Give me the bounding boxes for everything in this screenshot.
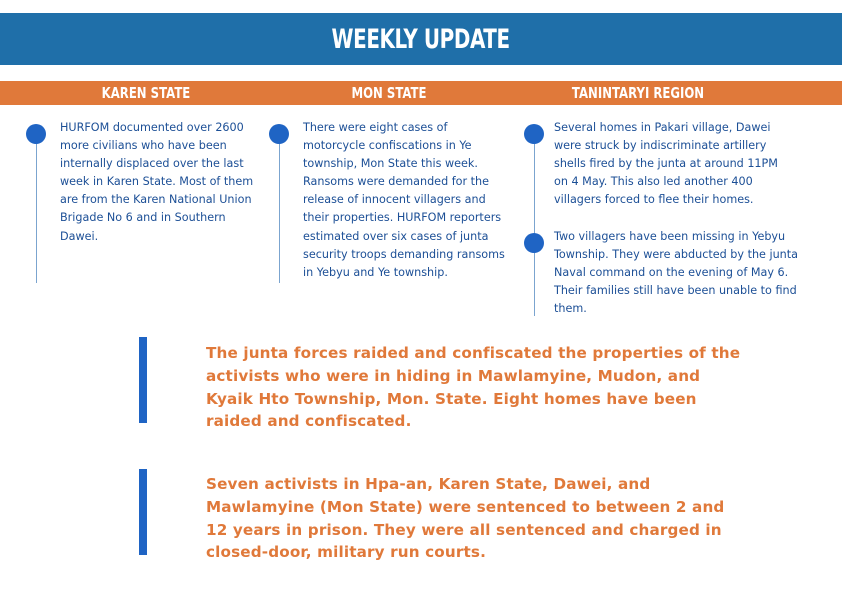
timeline-dot <box>524 124 544 144</box>
quote-accent-bar <box>139 469 147 555</box>
timeline-line <box>534 133 535 316</box>
tanintaryi-entry-1-text: Several homes in Pakari village, Dawei were struck by indiscriminate artillery shells fired by the junta at around 11PM on 4 May. This also led another 400 villagers forced to flee their homes. <box>554 121 778 207</box>
tanintaryi-entry-2-text: Two villagers have been missing in Yebyu Township. They were abducted by the junta Naval command on the evening of May 6. Their families still have been unable to find them. <box>554 230 799 316</box>
timeline-dot <box>26 124 46 144</box>
title-banner <box>0 13 842 65</box>
page-title: WEEKLY UPDATE <box>331 23 511 55</box>
timeline-dot <box>269 124 289 144</box>
region-label-karen: KAREN STATE <box>101 84 191 102</box>
highlight-text: Seven activists in Hpa-an, Karen State, Dawei, and Mawlamyine (Mon State) were sentenced to between 2 and 12 years in prison. They were all sentenced and charged in closed-door, military run courts. <box>206 475 725 562</box>
region-header-bar <box>0 81 842 105</box>
timeline-dot <box>524 233 544 253</box>
region-label-tanintaryi: TANINTARYI REGION <box>571 84 705 102</box>
quote-accent-bar <box>139 337 147 423</box>
highlight-text: The junta forces raided and confiscated the properties of the activists who were in hiding in Mawlamyine, Mudon, and Kyaik Hto Township, Mon. State. Eight homes have been raided and confiscated. <box>206 344 741 431</box>
karen-entry-text: HURFOM documented over 2600 more civilians who have been internally displaced over the last week in Karen State. Most of them are from the Karen National Union Brigade No 6 and in Southern Dawei. <box>60 121 254 243</box>
timeline-line <box>279 133 280 283</box>
timeline-line <box>36 133 37 283</box>
mon-entry-text: There were eight cases of motorcycle confiscations in Ye township, Mon State this week. Ransoms were demanded for the release of innocent villagers and their properties. HURFOM reporters estimated over six cases of junta security troops demanding ransoms in Yebyu and Ye township. <box>303 121 505 279</box>
region-label-mon: MON STATE <box>351 84 427 102</box>
